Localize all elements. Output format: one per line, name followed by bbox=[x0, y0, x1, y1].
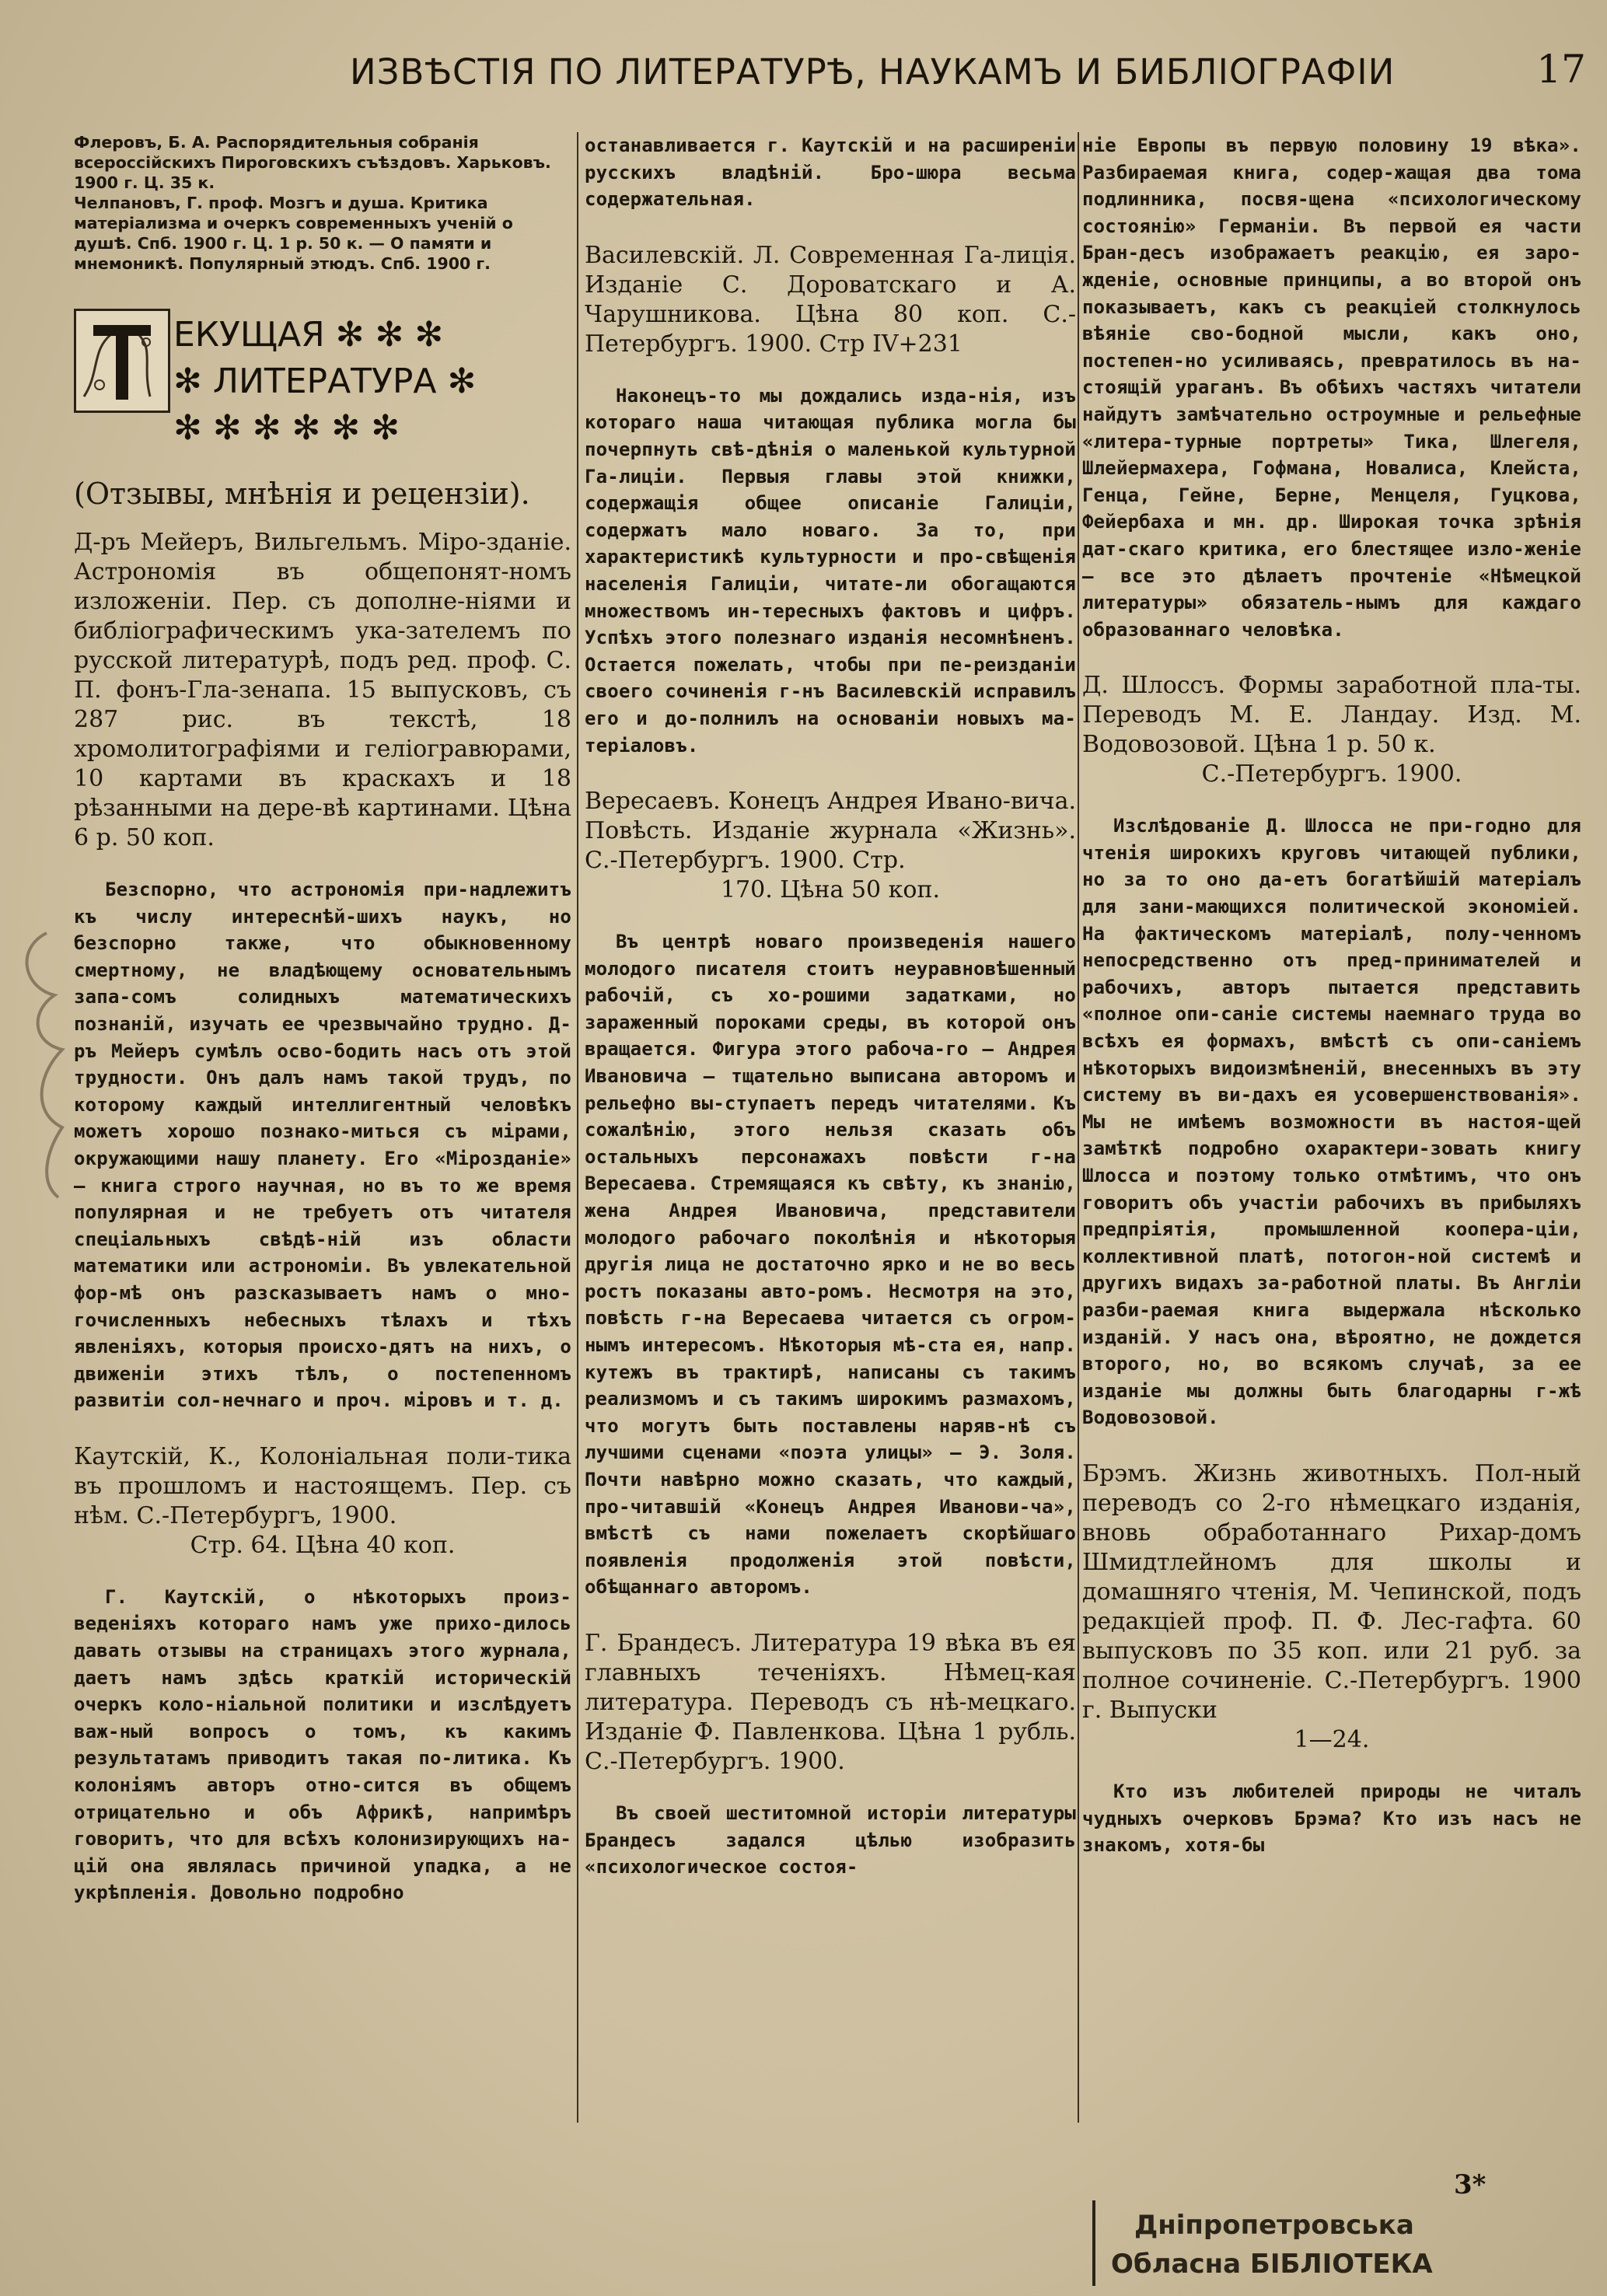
review-veresaev: Въ центрѣ новаго произведенія нашего молодого писателя стоитъ неуравновѣшенный рабочій, съ хо-рошими задатками, но зараженный пороками среды, въ которой онъ вращается. Фигура этого рабоча-го — Андрея Ивановича — тщательно выписана авторомъ и рельефно вы-ступаетъ передъ читателями. Къ сожалѣнію, этого нельзя сказать объ остальныхъ персонажахъ повѣсти г-на Вересаева. Стремящаяся къ свѣту, къ знанію, жена Андрея Ивановича, представители молодого рабочаго поколѣнія и нѣкоторыя другія лица не достаточно ярко и не во весь ростъ показаны авто-ромъ. Несмотря на это, повѣсть г-на Вересаева читается съ огром-нымъ интересомъ. Нѣкоторыя мѣ-ста ея, напр. кутежъ въ трактирѣ, написаны съ такимъ реализмомъ и съ такимъ широкимъ размахомъ, что могутъ быть поставлены наряв-нѣ съ лучшими сценами «поэта улицы» — Э. Золя. Почти навѣрно можно сказать, что каждый, про-читавшій «Конецъ Андрея Иванови-ча», вмѣстѣ съ нами пожелаетъ скорѣйшаго появленія продолженія этой повѣсти, обѣщаннаго авторомъ. bbox=[585, 931, 1076, 1599]
pencil-mark-icon bbox=[0, 917, 86, 1213]
page-header bbox=[93, 47, 1586, 109]
section-title-line3: ✻ ✻ ✻ ✻ ✻ ✻ bbox=[173, 408, 400, 448]
review-schloss: Изслѣдованіе Д. Шлосса не при-годно для чтенія широкихъ круговъ читающей публики, но за то оно да-етъ богатѣйшій матеріалъ для зани-мающихся политической экономіей. На фактическомъ матеріалѣ, полу-ченномъ непосредственно отъ пред-принимателей и рабочихъ, авторъ пытается представить «полное опи-саніе системы наемнаго труда во всѣхъ ея формахъ, вмѣстѣ съ опи-саніемъ нѣкоторыхъ видоизмѣненій, внесенныхъ въ эту систему въ ви-дахъ ея усовершенствованія». Мы не имѣемъ возможности въ настоя-щей замѣткѣ подробно охарактери-зовать книгу Шлосса и поэтому только отмѣтимъ, что онъ говоритъ объ участіи рабочихъ въ прибыляхъ предпріятія, промышленной коопера-ціи, коллективной платѣ, потогон-ной системѣ и другихъ видахъ за-работной платы. Въ Англіи разби-раемая книга выдержала нѣсколько изданій. У насъ она, вѣроятно, не дождется второго, но, во всякомъ случаѣ, за ее изданіе мы должны быть благодарны г-жѣ Водовозовой. bbox=[1082, 815, 1581, 1429]
bib-entry-vasilevsky: Василевскій. Л. Современная Га-лиція. Изданіе С. Дороватскаго и А. Чарушникова. Цѣна 80 коп. С.-Петербургъ. 1900. Стр IV+231 bbox=[585, 241, 1076, 358]
signature-mark: 3* bbox=[1454, 2169, 1486, 2200]
page-number: 17 bbox=[1536, 47, 1586, 92]
ornamental-initial-t-icon bbox=[74, 309, 170, 413]
stamp-line1: Дніпропетровська bbox=[1134, 2210, 1414, 2241]
bib-entry-schloss-main: Д. Шлоссъ. Формы заработной пла-ты. Переводъ М. Е. Ландау. Изд. М. Водовозовой. Цѣна 1 р. 50 к. bbox=[1082, 672, 1581, 759]
stamp-line2: Обласна БІБЛІОТЕКА bbox=[1111, 2249, 1433, 2280]
bib-entry-veresaev-main: Вересаевъ. Конецъ Андрея Ивано-вича. Повѣсть. Изданіе журнала «Жизнь». С.-Петербургъ. 1900. Стр. bbox=[585, 788, 1076, 875]
review-brehm: Кто изъ любителей природы не читалъ чудныхъ очерковъ Брэма? Кто изъ насъ не знакомъ, хотя-бы bbox=[1082, 1780, 1581, 1857]
running-title: ИЗВѢСТІЯ ПО ЛИТЕРАТУРѢ, НАУКАМЪ И БИБЛІОГРАФІИ bbox=[350, 51, 1396, 93]
bib-entry-veresaev-price: 170. Цѣна 50 коп. bbox=[720, 876, 941, 904]
review-brandes-continued: ніе Европы въ первую половину 19 вѣка». Разбираемая книга, содер-жащая два тома подлинника, посвя-щена «психологическому состоянію» Германіи. Въ первой ея части Бран-десъ изображаетъ реакцію, ея заро-жденіе, основные принципы, а во второй онъ показываетъ, какъ съ реакціей столкнулось вѣяніе сво-бодной мысли, какъ оно, постепен-но усиливаясь, превратилось въ на-стоящій ураганъ. Въ обѣихъ частяхъ читатели найдутъ замѣчательно остроумные и рельефные «литера-турные портреты» Тика, Шлегеля, Шлейермахера, Гофмана, Новалиса, Клейста, Генца, Гейне, Берне, Менцеля, Гуцкова, Фейербаха и мн. др. Широкая точка зрѣнія дат-скаго критика, его блестящее изло-женіе — все это дѣлаетъ прочтеніе «Нѣмецкой литературы» обязатель-нымъ для каждаго образованнаго человѣка. bbox=[1082, 135, 1581, 641]
bib-entry-kautsky-main: Каутскій, К., Колоніальная поли-тика въ прошломъ и настоящемъ. Пер. съ нѣм. С.-Петербургъ, 1900. bbox=[74, 1442, 571, 1529]
notice-flerov: Флеровъ, Б. А. Распорядительныя собранія всероссійскихъ Пироговскихъ съѣздовъ. Харьковъ. 1900 г. Ц. 35 к. bbox=[74, 133, 551, 192]
review-meyer: Безспорно, что астрономія при-надлежитъ къ числу интереснѣй-шихъ наукъ, но безспорно также, что обыкновенному смертному, не владѣющему основательнымъ запа-сомъ солидныхъ математическихъ познаній, изучать ее чрезвычайно трудно. Д-ръ Мейеръ сумѣлъ осво-бодить насъ отъ этой трудности. Онъ далъ намъ такой трудъ, по которому каждый интеллигентный человѣкъ можетъ хорошо познако-миться съ мірами, окружающими нашу планету. Его «Мірозданіе» — книга строго научная, но въ то же время популярная и не требуетъ отъ читателя спеціальныхъ свѣдѣ-ній изъ области математики или астрономіи. Въ увлекательной фор-мѣ онъ разсказываетъ намъ о мно-гочисленныхъ небесныхъ тѣлахъ и тѣхъ явленіяхъ, которыя происхо-дятъ на нихъ, о движеніи этихъ тѣлъ, о постепенномъ развитіи сол-нечнаго и проч. міровъ и т. д. bbox=[74, 879, 571, 1412]
bib-entry-brandes: Г. Брандесъ. Литература 19 вѣка въ ея главныхъ теченіяхъ. Нѣмец-кая литература. Переводъ съ нѣ-мецкаго. Изданіе Ф. Павленкова. Цѣна 1 рубль. С.-Петербургъ. 1900. bbox=[585, 1629, 1076, 1775]
library-stamp bbox=[1092, 2200, 1500, 2286]
bib-entry-schloss bbox=[1082, 671, 1581, 789]
section-heading bbox=[74, 309, 571, 472]
review-kautsky: Г. Каутскій, о нѣкоторыхъ произ-веденіяхъ котораго намъ уже прихо-дилось давать отзывы на страницахъ этого журнала, даетъ намъ здѣсь краткій историческій очеркъ коло-ніальной политики и изслѣдуетъ важ-ный вопросъ о томъ, къ какимъ результатамъ приводитъ такая по-литика. Къ колоніямъ авторъ отно-сится въ общемъ отрицательно и объ Африкѣ, напримѣръ говоритъ, что для всѣхъ колонизирующихъ на-цій она являлась причиной упадка, а не укрѣпленія. Довольно подробно bbox=[74, 1585, 571, 1904]
bib-entry-brehm-main: Брэмъ. Жизнь животныхъ. Пол-ный переводъ со 2-го нѣмецкаго изданія, вновь обработаннаго Рихар-домъ Шмидтлейномъ для школы и домашняго чтенія, М. Чепинской, подъ редакціей проф. П. Ф. Лес-гафта. 60 выпусковъ по 35 коп. или 21 руб. за полное сочиненіе. С.-Петербургъ. 1900 г. Выпуски bbox=[1082, 1459, 1581, 1724]
column-rule bbox=[577, 132, 578, 2123]
column-1 bbox=[74, 132, 571, 1906]
column-3 bbox=[1082, 132, 1581, 1859]
section-title-line2: ✻ ЛИТЕРАТУРА ✻ bbox=[173, 362, 477, 401]
review-brandes: Въ своей шеститомной исторіи литературы Брандесъ задался цѣлью изобразить «психологическое состоя- bbox=[585, 1802, 1076, 1878]
review-vasilevsky: Наконецъ-то мы дождались изда-нія, изъ котораго наша читающая публика могла бы почерпнуть свѣ-дѣнія о маленькой культурной Га-лиціи. Первыя главы этой книжки, содержащія общее описаніе Галиціи, содержатъ мало новаго. За то, при характеристикѣ культурности и про-свѣщенія населенія Галиціи, читате-ли обогащаются множествомъ ин-тересныхъ фактовъ и цифръ. Успѣхъ этого полезнаго изданія несомнѣненъ. Остается пожелать, чтобы при пе-реизданіи своего сочиненія г-нъ Василевскій исправилъ его и до-полнилъ на основаніи новыхъ ма-теріаловъ. bbox=[585, 384, 1076, 757]
bib-entry-kautsky bbox=[74, 1442, 571, 1560]
bib-entry-brehm bbox=[1082, 1459, 1581, 1755]
column-rule bbox=[1078, 132, 1079, 2123]
notice-chelpanov: Челпановъ, Г. проф. Мозгъ и душа. Критика матеріализма и очеркъ современныхъ ученій о душѣ. Спб. 1900 г. Ц. 1 р. 50 к. — О памяти и мнемоникѣ. Популярный этюдъ. Спб. 1900 г. bbox=[74, 194, 513, 273]
review-kautsky-continued: останавливается г. Каутскій и на расширеніи русскихъ владѣній. Бро-шюра весьма содержательная. bbox=[585, 135, 1076, 211]
column-2 bbox=[585, 132, 1076, 1881]
section-subtitle: (Отзывы, мнѣнія и рецензіи). bbox=[74, 477, 530, 511]
bib-entry-schloss-city: С.-Петербургъ. 1900. bbox=[1201, 760, 1462, 788]
section-title-line1: ЕКУЩАЯ ✻ ✻ ✻ bbox=[173, 315, 444, 355]
bib-entry-veresaev bbox=[585, 787, 1076, 905]
bib-entry-kautsky-price: Стр. 64. Цѣна 40 коп. bbox=[190, 1531, 456, 1559]
bib-entry-meyer: Д-ръ Мейеръ, Вильгельмъ. Міро-зданіе. Астрономія въ общепонят-номъ изложеніи. Пер. съ дополне-ніями и библіографическимъ ука-зателемъ по русской литературѣ, подъ ред. проф. С. П. фонъ-Гла-зенапа. 15 выпусковъ, съ 287 рис. въ текстѣ, 18 хромолитографіями и геліогравюрами, 10 картами въ краскахъ и 18 рѣзанными на дере-вѣ картинами. Цѣна 6 р. 50 коп. bbox=[74, 529, 571, 851]
bib-entry-brehm-issues: 1—24. bbox=[1294, 1725, 1370, 1753]
